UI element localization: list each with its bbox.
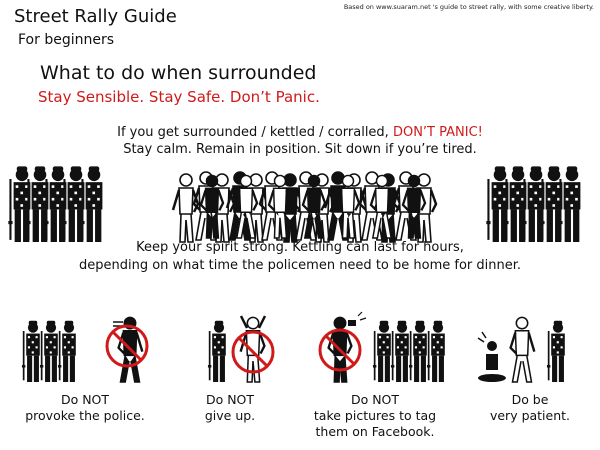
protester-0-icon	[173, 174, 198, 242]
tip3-police-1-icon	[391, 321, 409, 382]
instruction-line-1	[0, 124, 600, 141]
tip1-police-0-icon	[22, 321, 40, 382]
tip-patient-line-2: very patient.	[489, 408, 571, 423]
facebook-photo-illustration	[300, 308, 460, 388]
provoke-police-illustration	[5, 308, 155, 388]
tip1-police-1-icon	[40, 321, 58, 382]
patient-illustration	[470, 308, 590, 388]
tip3-police-0-icon	[373, 321, 391, 382]
tip1-police-2-icon	[58, 321, 76, 382]
tip3-police-3-icon	[427, 321, 445, 382]
tip-patient-line-1: Do be	[511, 392, 549, 407]
camera-icon	[348, 320, 356, 326]
tip-give-up-line-1: Do NOT	[205, 392, 255, 407]
instruction-line-2: Stay calm. Remain in position. Sit down if you’re tired.	[123, 142, 477, 157]
music-notes-icon	[478, 332, 486, 342]
page-title: Street Rally Guide	[14, 6, 177, 27]
tip4-police-icon	[547, 321, 565, 382]
credit-note: Based on www.suaram.net 's guide to street rally, with some creative liberty.	[343, 3, 594, 11]
instruction-lead: If you get surrounded / kettled / corralled,	[117, 125, 393, 140]
tip-pictures-line-3: them on Facebook.	[315, 424, 435, 439]
police-right-0-icon	[486, 166, 508, 242]
tip2-police-icon	[208, 321, 226, 382]
sitting-protester-icon	[478, 341, 506, 382]
kettling-scene-illustration	[0, 158, 600, 248]
section-heading: What to do when surrounded	[40, 62, 317, 84]
tip-give-up-caption	[175, 392, 285, 424]
tip4-waiting-protester-icon	[511, 317, 535, 382]
give-up-illustration	[195, 308, 285, 388]
tip-pictures-line-2: take pictures to tag	[313, 408, 437, 423]
tip-provoke-caption	[20, 392, 150, 424]
tip-patient-caption	[475, 392, 585, 424]
slogan: Stay Sensible. Stay Safe. Don’t Panic.	[38, 88, 320, 106]
dont-panic-emphasis: DON’T PANIC!	[392, 125, 483, 140]
police-left-0-icon	[8, 166, 30, 242]
tip-provoke-line-2: provoke the police.	[25, 408, 145, 423]
page-subtitle: For beginners	[18, 32, 115, 48]
tip-give-up-line-2: give up.	[204, 408, 256, 423]
tip-pictures-caption	[295, 392, 455, 440]
tip-provoke-line-1: Do NOT	[60, 392, 110, 407]
flash-icon	[358, 312, 366, 320]
spirit-line-1: Keep your spirit strong. Kettling can last for hours,	[136, 240, 464, 255]
spirit-line-2: depending on what time the policemen need to be home for dinner.	[79, 258, 521, 273]
tip3-police-2-icon	[409, 321, 427, 382]
tip-pictures-line-1: Do NOT	[350, 392, 400, 407]
